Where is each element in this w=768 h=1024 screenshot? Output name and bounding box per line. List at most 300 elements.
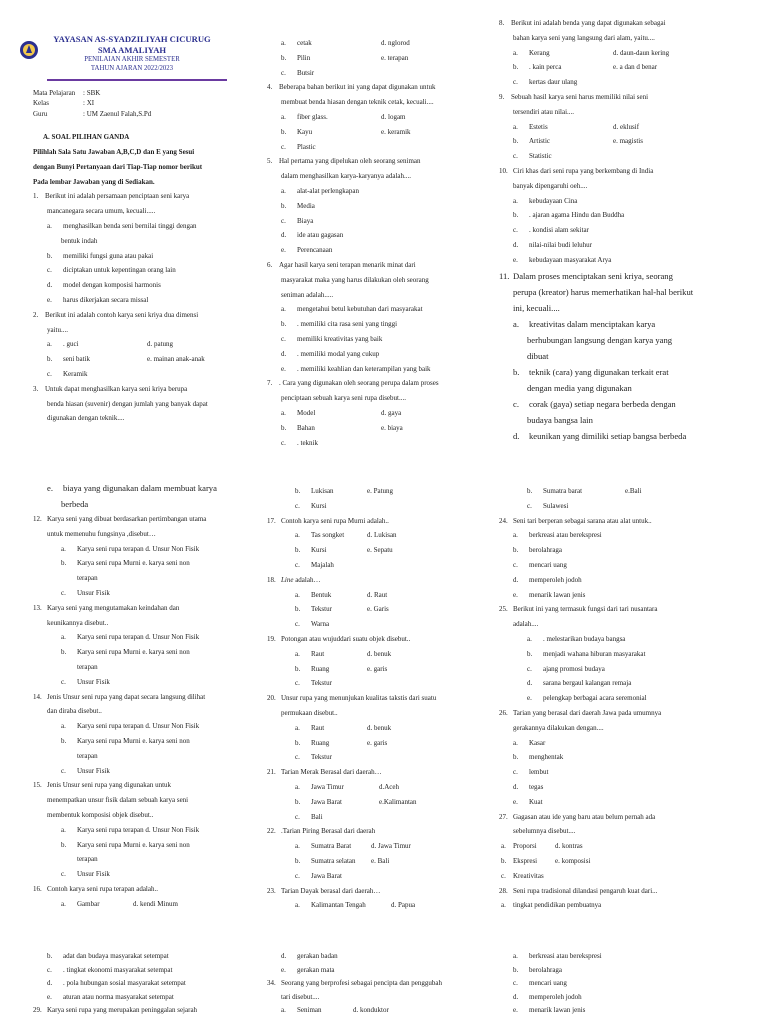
text-mid-q19-e: e. garis [367, 664, 388, 673]
answer-option [267, 795, 489, 810]
text-q7-b1: b. [281, 423, 287, 432]
text-mid-q13-b2: Karya seni rupa Murni e. karya seni non [77, 648, 190, 657]
text-mid-q14-a2: Karya seni rupa terapan d. Unsur Non Fisik [77, 722, 200, 731]
text-line [499, 90, 731, 105]
text-line [33, 98, 255, 108]
text-mid-q20-d: d. benuk [367, 723, 392, 732]
text-bot-c3-e1: e. [513, 1006, 518, 1015]
text-mid-q19-c1: c. [295, 679, 300, 688]
answer-option [499, 428, 731, 444]
text-mid-q25-d1: d. [527, 679, 533, 688]
text-line [267, 632, 489, 647]
text-line [499, 898, 731, 912]
academic-year: TAHUN AJARAN 2022/2023 [90, 65, 174, 72]
answer-option [499, 484, 731, 499]
answer-option [267, 243, 489, 258]
answer-option [33, 867, 255, 882]
text-mid-q21-d: d.Aceh [379, 782, 400, 791]
text-q2-n: 2. [33, 310, 39, 319]
text-mid-q26-l1: Tarian yang berasal dari daerah Jawa pada umumnya [513, 708, 662, 717]
text-mid-q18-e: e. Garis [367, 605, 389, 614]
text-mid-q27-e: e. komposisi [555, 856, 591, 865]
answer-option [33, 480, 255, 496]
text-mid-q18-d: d. Raut [367, 590, 388, 599]
text-header-teacher_label: Guru [33, 109, 48, 118]
answer-option [267, 721, 489, 736]
text-q8-l1: Berikut ini adalah benda yang dapat digunakan sebagai [511, 19, 666, 27]
text-line [499, 164, 731, 179]
text-q7-c1: c. [281, 438, 286, 447]
text-mid-q23-a2: Kalimantan Tengah [311, 901, 366, 910]
text-mid-q12-b2: Karya seni rupa Murni e. karya seni non [77, 559, 190, 568]
text-mid-q19-b2: Ruang [311, 664, 330, 673]
answer-option [499, 573, 731, 588]
answer-option [267, 617, 489, 632]
text-mid-q24-d1: d. [513, 575, 519, 584]
answer-option [499, 149, 731, 164]
answer-option [33, 367, 255, 382]
school-header [33, 34, 255, 81]
text-q8-l2: bahan karya seni yang langsung dari alam, yaitu.... [513, 33, 655, 42]
text-mid-q15-c1: c. [61, 870, 66, 879]
text-header-class_value: : XI [83, 99, 95, 108]
text-mid-q14-b3: terapan [77, 751, 98, 760]
text-mid-q14-l1: Jenis Unsur seni rupa yang dapat secara langsung dilihat [47, 692, 206, 701]
question-12 [33, 512, 255, 601]
text-q6-l2: masyarakat maka yang harus dilakukan oleh seorang [281, 275, 429, 284]
text-q2-b2: seni batik [63, 355, 91, 364]
text-mid-q24-b2: berolahraga [529, 546, 563, 555]
question-6 [267, 258, 489, 376]
text-mid-q12-b3: terapan [77, 574, 98, 583]
question-23-options-cont [499, 484, 731, 514]
answer-option [499, 499, 731, 514]
question-3-options [267, 36, 489, 80]
text-mid-q16-a1: a. [61, 899, 66, 908]
answer-option [33, 964, 255, 978]
text-mid-q21-c2: Bali [311, 812, 323, 821]
text-bot-c2-d2: gerakan badan [297, 952, 338, 960]
text-mid-q16-d: d. kendi Minum [133, 899, 178, 908]
text-mid-q20-n: 20. [267, 694, 276, 703]
text-line [33, 189, 255, 204]
text-mid-q26-b1: b. [513, 753, 519, 762]
answer-option [33, 950, 255, 964]
text-q8-e: e. a dan d benar [613, 63, 658, 72]
text-mid-q26-n: 26. [499, 708, 508, 717]
text-mid-q25-c2: ajang promosi budaya [543, 664, 605, 673]
text-line [267, 376, 489, 391]
answer-option [267, 898, 489, 912]
text-mid-c3top-c1: c. [527, 501, 532, 510]
column-3 [499, 484, 731, 912]
text-mid-q18-n: 18. [267, 575, 276, 584]
text-line [33, 109, 255, 119]
text-bot-c2-a1: a. [281, 1006, 286, 1015]
text-mid-q22-l1: .Tarian Piring Berasal dari daerah [281, 827, 376, 836]
text-mid-q17-d: d. Lukisan [367, 531, 397, 540]
exam-meta [33, 88, 255, 119]
answer-option [33, 897, 255, 912]
text-q9-l1: Sebuah hasil karya seni harus memiliki nilai seni [511, 92, 649, 101]
answer-option [33, 586, 255, 601]
question-16-options-cont [267, 484, 489, 514]
text-mid-q27-l1: Gagasan atau ide yang baru atau belum pernah ada [513, 812, 656, 821]
text-q7-n: 7. [267, 379, 273, 388]
question-18 [267, 573, 489, 632]
text-mid-q25-l2: adalah.... [513, 620, 539, 629]
text-bot-c2-l1: Seorang yang berprofesi sebagai pencipta dan penggubah [281, 979, 442, 988]
text-section_a-title: A. SOAL PILIHAN GANDA [43, 133, 130, 142]
text-line [33, 882, 255, 897]
answer-option [267, 140, 489, 155]
text-line [267, 514, 489, 529]
text-q1-a3: bentuk indah [61, 236, 98, 245]
text-mid-q22-c2: Jawa Barat [311, 871, 342, 880]
text-line [267, 691, 489, 706]
answer-option [33, 337, 255, 352]
answer-option [267, 543, 489, 558]
text-q3opts-b2: Pilin [297, 53, 311, 62]
answer-option [267, 1004, 489, 1018]
answer-option [33, 991, 255, 1005]
question-29 [33, 1004, 255, 1018]
text-mid-q18-a2: Bentuk [311, 590, 332, 599]
text-bot-c2-d1: d. [281, 952, 287, 960]
text-line [33, 382, 255, 397]
text-q5-b2: Media [297, 201, 315, 210]
text-mid-q12-a2: Karya seni rupa terapan d. Unsur Non Fisik [77, 544, 200, 553]
answer-option [33, 542, 255, 557]
answer-option [267, 199, 489, 214]
text-mid-q25-c1: c. [527, 664, 532, 673]
text-bot-c3-b2: berolahraga [529, 965, 563, 974]
answer-option [499, 75, 731, 90]
text-mid-q25-e1: e. [527, 694, 532, 703]
text-q11-b3: dengan media yang digunakan [527, 382, 632, 393]
text-q5-n: 5. [267, 157, 273, 166]
answer-option [267, 421, 489, 436]
text-q6-a2: mengetahui betul kebutuhan dari masyarakat [297, 305, 423, 314]
text-q3opts-a1: a. [281, 39, 286, 47]
text-q11-l3: ini, kecuali.... [513, 302, 560, 313]
text-q5-d2: ide atau gagasan [297, 231, 344, 240]
column-1 [33, 480, 255, 912]
text-line [33, 690, 255, 705]
text-mid-q23-l1: Tarian Dayak berasal dari daerah… [281, 886, 381, 895]
text-mid-q15-b3: terapan [77, 855, 98, 864]
text-mid-q15-l1: Jenis Unsur seni rupa yang digunakan untuk [47, 781, 172, 790]
text-mid-q12-c2: Unsur Fisik [77, 588, 110, 597]
text-line [267, 80, 489, 95]
text-bot-c3-d2: memperoleh jodoh [529, 992, 582, 1001]
text-q8-b2: . kain perca [529, 63, 562, 72]
answer-option [499, 46, 731, 61]
answer-option [267, 110, 489, 125]
school-foundation: YAYASAN AS-SYADZILIYAH CICURUG [53, 34, 211, 44]
text-q10-a2: kebudayaan Cina [529, 196, 578, 205]
text-mid-q12-b1: b. [61, 559, 67, 568]
answer-option [267, 854, 489, 869]
text-bot-c1-c2: . tingkat ekonomi masyarakat setempat [63, 965, 173, 974]
text-q2-d: d. patung [147, 340, 174, 349]
text-mid-c2top-e: e. Patung [367, 487, 394, 495]
question-5 [267, 154, 489, 258]
text-q10-c2: . kondisi alam sekitar [529, 226, 589, 235]
text-mid-q21-b2: Jawa Barat [311, 797, 342, 806]
text-q6-e2: . memiliki keahlian dan keterampilan yang baik [297, 364, 431, 373]
text-q8-a1: a. [513, 48, 518, 57]
text-header-subject_label: Mata Pelajaran [33, 89, 76, 97]
text-mid-q25-l1: Berikut ini yang termasuk fungsi dari tari nusantara [513, 605, 658, 614]
text-line [33, 778, 255, 793]
text-bot-c1-d1: d. [47, 979, 53, 988]
column-2 [267, 950, 489, 1018]
answer-option [499, 238, 731, 253]
answer-option [267, 51, 489, 66]
answer-option [499, 528, 731, 543]
text-q6-b1: b. [281, 320, 287, 329]
text-mid-q14-a1: a. [61, 722, 66, 731]
text-mid-q14-b1: b. [61, 736, 67, 745]
text-bot-c3-a2: berkreasi atau berekspresi [529, 952, 602, 960]
answer-option [267, 602, 489, 617]
question-1 [33, 189, 255, 307]
text-q11-c1: c. [513, 398, 519, 409]
text-line [499, 268, 731, 284]
text-q5-e2: Perencanaan [297, 246, 333, 255]
text-mid-q19-b1: b. [295, 664, 301, 673]
text-q11-a4: dibuat [527, 350, 549, 361]
school-name: SMA AMALIYAH [97, 44, 167, 55]
question-34 [267, 977, 489, 991]
text-q11-a1: a. [513, 318, 519, 329]
answer-option [267, 317, 489, 332]
text-bot-c3-e2: menarik lawan jenis [529, 1006, 586, 1015]
text-q9-l2: tersendiri atau nilai.... [513, 107, 575, 116]
text-mid-e1: e. [47, 483, 53, 493]
answer-option [267, 950, 489, 964]
text-line [267, 258, 489, 273]
text-header-teacher_value: : UM Zaenul Falah,S.Pd [83, 109, 152, 118]
text-line [33, 308, 255, 323]
text-q1-n: 1. [33, 192, 39, 201]
question-13 [33, 601, 255, 690]
text-q1-l2: mancanegara secara umum, kecuali..... [47, 207, 156, 216]
answer-option [33, 293, 255, 308]
text-q11-l1: Dalam proses menciptakan seni kriya, seorang [513, 270, 673, 281]
text-mid-q12-l1: Karya seni yang dibuat berdasarkan pertimbangan utama [47, 515, 207, 523]
text-bot-c1-d2: . pola hubungan sosial masyarakat setempat [63, 979, 186, 988]
text-q7-a2: Model [297, 408, 316, 417]
text-q1-b2: memiliki fungsi guna atau pakai [63, 251, 154, 260]
text-mid-q15-b2: Karya seni rupa Murni e. karya seni non [77, 840, 190, 849]
text-bot-c2-e1: e. [281, 965, 286, 974]
text-q6-c2: memiliki kreativitas yang baik [297, 334, 383, 343]
text-q7-l2: penciptaan sebuah karya seni rupa disebut.... [281, 394, 406, 403]
text-mid-q26-e2: Kuat [529, 797, 543, 806]
text-mid-c3top-e: e.Bali [625, 487, 642, 495]
text-q4-n: 4. [267, 83, 273, 92]
text-mid-q14-c2: Unsur Fisik [77, 766, 110, 775]
answer-option [499, 950, 731, 964]
answer-option [33, 764, 255, 779]
text-q4-a2: fiber glass. [297, 112, 328, 121]
text-q2-b1: b. [47, 355, 53, 364]
text-mid-q23-d: d. Papua [391, 901, 416, 910]
text-mid-q25-n: 25. [499, 605, 508, 614]
text-line [33, 88, 255, 98]
answer-option [267, 588, 489, 603]
text-q10-l2: banyak dipengaruhi oeh.... [513, 181, 588, 190]
text-mid-q19-d: d. benuk [367, 649, 392, 658]
text-bot-c1-e2: aturan atau norma masyarakat setempat [63, 992, 174, 1001]
text-q7-l1: . Cara yang digunakan oleh seorang perupa dalam proses [279, 379, 439, 388]
text-q10-d2: nilai-nilai budi leluhur [529, 240, 592, 249]
text-mid-q15-c2: Unsur Fisik [77, 870, 110, 879]
text-mid-q25-a1: a. [527, 634, 532, 643]
text-mid-q14-l2: dan diraba disebut.. [47, 707, 102, 716]
question-3 [33, 382, 255, 426]
text-mid-q14-c1: c. [61, 766, 66, 775]
text-line [267, 824, 489, 839]
text-q3-l3: digunakan dengan teknik.... [47, 414, 125, 423]
text-mid-e2: biaya yang digunakan dalam membuat karya [63, 483, 217, 493]
text-mid-q13-b1: b. [61, 648, 67, 657]
text-mid-q27-a1: a. [501, 842, 506, 851]
text-bot-c3-c1: c. [513, 979, 518, 988]
text-q4-c2: Plastic [297, 142, 316, 151]
answer-option [499, 991, 731, 1005]
answer-option [499, 736, 731, 751]
text-mid-q17-b1: b. [295, 546, 301, 555]
text-q6-n: 6. [267, 260, 273, 269]
answer-option [33, 645, 255, 660]
text-q9-e: e. magistis [613, 137, 643, 146]
text-mid-q17-e: e. Sepatu [367, 546, 393, 555]
text-q2-c1: c. [47, 369, 52, 378]
text-q4-d: d. logam [381, 112, 406, 121]
text-mid-q15-a1: a. [61, 825, 66, 834]
text-mid-q24-l1: Seni tari berperan sebagai sarana atau alat untuk.. [513, 516, 652, 525]
text-mid-q13-c2: Unsur Fisik [77, 677, 110, 686]
school-logo-icon [19, 40, 39, 60]
text-mid-q25-e2: pelengkap berbagai acara seremonial [543, 694, 647, 703]
text-q1-e2: harus dikerjakan secara missal [63, 295, 149, 304]
text-q3opts-a2: cetak [297, 39, 312, 47]
answer-option [33, 556, 255, 571]
text-mid-q21-e: e.Kalimantan [379, 797, 417, 806]
text-q3opts-b1: b. [281, 53, 287, 62]
answer-option [267, 332, 489, 347]
text-mid-q19-a2: Raut [311, 649, 325, 658]
text-bot-c2-n: 34. [267, 979, 276, 988]
text-line [499, 706, 731, 721]
text-mid-q13-l2: keunikannya disebut.. [47, 618, 109, 627]
text-q2-e: e. mainan anak-anak [147, 355, 205, 364]
text-mid-q19-c2: Tekstur [311, 679, 332, 688]
page-3 [0, 946, 768, 1024]
text-section_a-instr2: dengan Bunyi Pertanyaan dari Tiap-Tiap nomor berikut [33, 162, 203, 171]
text-header-class_label: Kelas [33, 99, 49, 108]
column-3 [499, 950, 731, 1018]
text-q6-b2: . memiliki cita rasa seni yang tinggi [297, 320, 398, 329]
answer-option [499, 316, 731, 332]
answer-option [33, 719, 255, 734]
answer-option [33, 977, 255, 991]
answer-option [499, 134, 731, 149]
text-q8-c2: kertas daur ulang [529, 78, 578, 87]
text-line [267, 765, 489, 780]
text-bot-c1-l1: Karya seni rupa yang merupakan peninggalan sejarah [47, 1006, 198, 1015]
text-q5-b1: b. [281, 201, 287, 210]
text-mid-q22-b2: Sumatra selatan [311, 856, 356, 865]
text-mid-q20-b1: b. [295, 738, 301, 747]
question-22 [267, 824, 489, 883]
answer-option [499, 208, 731, 223]
text-q4-l2: membuat benda hiasan dengan teknik cetak, kecuali.... [281, 98, 434, 107]
text-mid-q27-n: 27. [499, 812, 508, 821]
text-q4-a1: a. [281, 112, 286, 121]
text-mid-q24-e1: e. [513, 590, 518, 599]
text-mid-q18-c1: c. [295, 620, 300, 629]
text-bot-c1-e1: e. [47, 992, 52, 1001]
text-q6-l3: seniman adalah..... [281, 290, 334, 299]
answer-option [267, 662, 489, 677]
text-mid-q17-a2: Tas songket [311, 531, 345, 540]
text-q3opts-c2: Butsir [297, 68, 315, 77]
text-mid-q27-a2: Proporsi [513, 842, 537, 851]
answer-option [267, 347, 489, 362]
text-mid-q12-a1: a. [61, 544, 66, 553]
answer-option [267, 66, 489, 81]
answer-option [267, 839, 489, 854]
text-mid-c3top-b1: b. [527, 487, 533, 495]
question-10 [499, 164, 731, 268]
text-mid-q26-c2: lembut [529, 768, 549, 777]
text-bot-c2-d: d. konduktor [353, 1006, 389, 1015]
text-mid-q28-a2: tingkat pendidikan pembuatnya [513, 901, 602, 910]
text-q5-c1: c. [281, 216, 286, 225]
text-q11-a3: berhubungan langsung dengan karya yang [527, 334, 673, 345]
text-mid-q24-c1: c. [513, 560, 518, 569]
text-line [499, 839, 731, 854]
text-q11-c2: corak (gaya) setiap negara berbeda dengan [529, 398, 676, 409]
text-mid-q13-a1: a. [61, 633, 66, 642]
text-mid-q16-a2: Gambar [77, 899, 100, 908]
answer-option [499, 253, 731, 268]
text-q10-e1: e. [513, 255, 518, 264]
exam-title: PENILAIAN AKHIR SEMESTER [84, 56, 180, 63]
text-mid-q15-a2: Karya seni rupa terapan d. Unsur Non Fisik [77, 825, 200, 834]
text-bot-c2-e2: gerakan mata [297, 965, 335, 974]
text-q10-d1: d. [513, 240, 519, 249]
answer-option [499, 396, 731, 412]
answer-option [499, 194, 731, 209]
text-q9-b1: b. [513, 137, 519, 146]
text-mid-q13-n: 13. [33, 603, 42, 612]
text-mid-q26-c1: c. [513, 768, 518, 777]
answer-option [267, 558, 489, 573]
answer-option [499, 364, 731, 380]
text-mid-q22-e: e. Bali [371, 856, 390, 865]
text-mid-q24-d2: memperoleh jodoh [529, 575, 582, 584]
text-bot-c1-b2: adat dan budaya masyarakat setempat [63, 952, 169, 960]
text-mid-q20-a1: a. [295, 723, 300, 732]
text-bot-c1-c1: c. [47, 965, 52, 974]
text-q7-a1: a. [281, 408, 286, 417]
question-7 [267, 376, 489, 450]
